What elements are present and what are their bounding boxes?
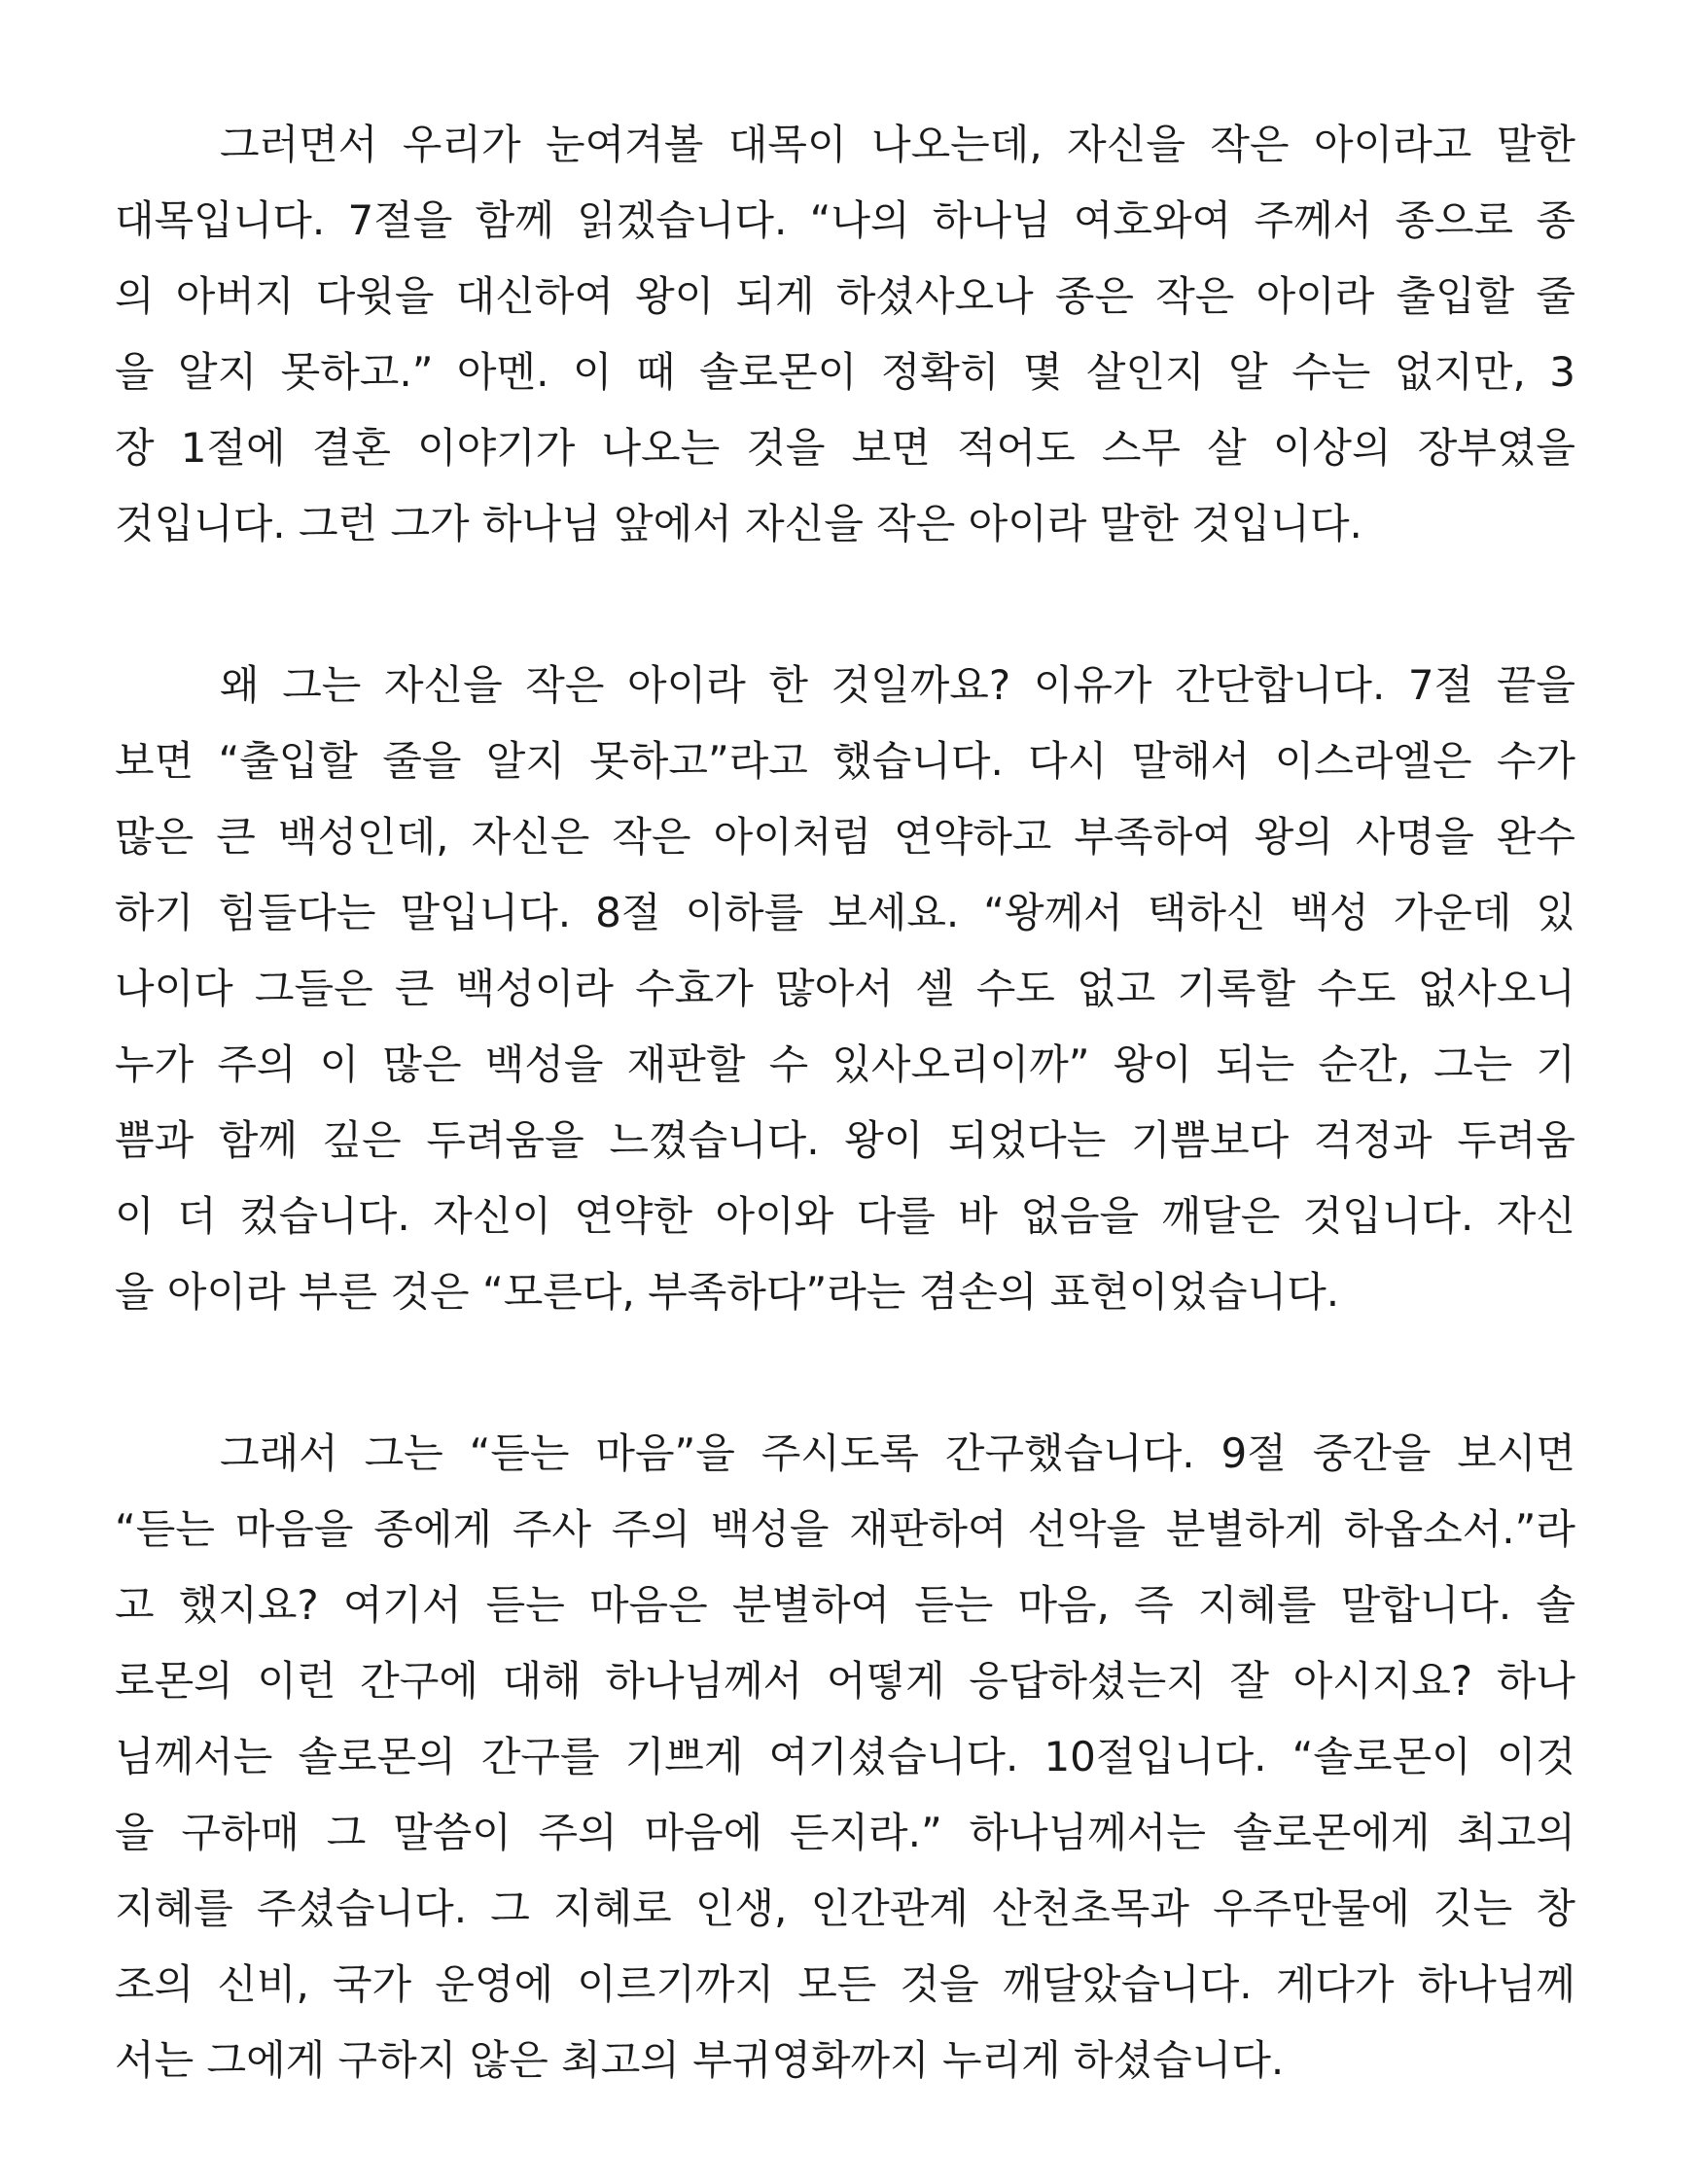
text-line: 지혜를 주셨습니다. 그 지혜로 인생, 인간관계 산천초목과 우주만물에 깃는 창 <box>115 1885 1575 1932</box>
text-line: 왜 그는 자신을 작은 아이라 한 것일까요? 이유가 간단합니다. 7절 끝을 <box>220 661 1575 709</box>
text-line: 쁨과 함께 깊은 두려움을 느꼈습니다. 왕이 되었다는 기쁨보다 걱정과 두려움 <box>115 1116 1575 1164</box>
text-line: 장 1절에 결혼 이야기가 나오는 것을 보면 적어도 스무 살 이상의 장부였을 <box>115 424 1575 472</box>
paragraph-2 <box>115 648 1575 1330</box>
text-line: 보면 “출입할 줄을 알지 못하고”라고 했습니다. 다시 말해서 이스라엘은 수가 <box>115 737 1575 785</box>
text-line: 서는 그에게 구하지 않은 최고의 부귀영화까지 누리게 하셨습니다. <box>115 2036 1285 2084</box>
text-line: 의 아버지 다윗을 대신하여 왕이 되게 하셨사오나 종은 작은 아이라 출입할 줄 <box>115 272 1575 320</box>
text-line: 을 알지 못하고.” 아멘. 이 때 솔로몬이 정확히 몇 살인지 알 수는 없지만, 3 <box>115 348 1575 396</box>
text-line: 고 했지요? 여기서 듣는 마음은 분별하여 듣는 마음, 즉 지혜를 말합니다. 솔 <box>115 1581 1575 1629</box>
text-line: 나이다 그들은 큰 백성이라 수효가 많아서 셀 수도 없고 기록할 수도 없사오니 <box>115 965 1575 1012</box>
text-line: 조의 신비, 국가 운영에 이르기까지 모든 것을 깨달았습니다. 게다가 하나님께 <box>115 1960 1575 2008</box>
paragraph-3 <box>115 1416 1575 2098</box>
text-line: 하기 힘들다는 말입니다. 8절 이하를 보세요. “왕께서 택하신 백성 가운데 있 <box>115 889 1575 936</box>
text-line: 이 더 컸습니다. 자신이 연약한 아이와 다를 바 없음을 깨달은 것입니다. 자신 <box>115 1192 1575 1240</box>
document-page <box>115 107 1575 2184</box>
text-line: 님께서는 솔로몬의 간구를 기쁘게 여기셨습니다. 10절입니다. “솔로몬이 이것 <box>115 1733 1575 1780</box>
text-line: 을 구하매 그 말씀이 주의 마음에 든지라.” 하나님께서는 솔로몬에게 최고의 <box>115 1809 1575 1856</box>
text-line: 로몬의 이런 간구에 대해 하나님께서 어떻게 응답하셨는지 잘 아시지요? 하나 <box>115 1657 1575 1705</box>
paragraph-1 <box>115 107 1575 562</box>
text-line: 그러면서 우리가 눈여겨볼 대목이 나오는데, 자신을 작은 아이라고 말한 <box>220 121 1575 168</box>
text-line: 누가 주의 이 많은 백성을 재판할 수 있사오리이까” 왕이 되는 순간, 그는 기 <box>115 1040 1575 1088</box>
text-line: 을 아이라 부른 것은 “모른다, 부족하다”라는 겸손의 표현이었습니다. <box>115 1268 1340 1316</box>
text-line: 대목입니다. 7절을 함께 읽겠습니다. “나의 하나님 여호와여 주께서 종으로 종 <box>115 196 1575 244</box>
text-line: “듣는 마음을 종에게 주사 주의 백성을 재판하여 선악을 분별하게 하옵소서.”라 <box>115 1505 1575 1553</box>
text-line: 많은 큰 백성인데, 자신은 작은 아이처럼 연약하고 부족하여 왕의 사명을 완수 <box>115 813 1575 861</box>
text-line: 그래서 그는 “듣는 마음”을 주시도록 간구했습니다. 9절 중간을 보시면 <box>220 1429 1575 1477</box>
text-line: 것입니다. 그런 그가 하나님 앞에서 자신을 작은 아이라 말한 것입니다. <box>115 500 1362 547</box>
